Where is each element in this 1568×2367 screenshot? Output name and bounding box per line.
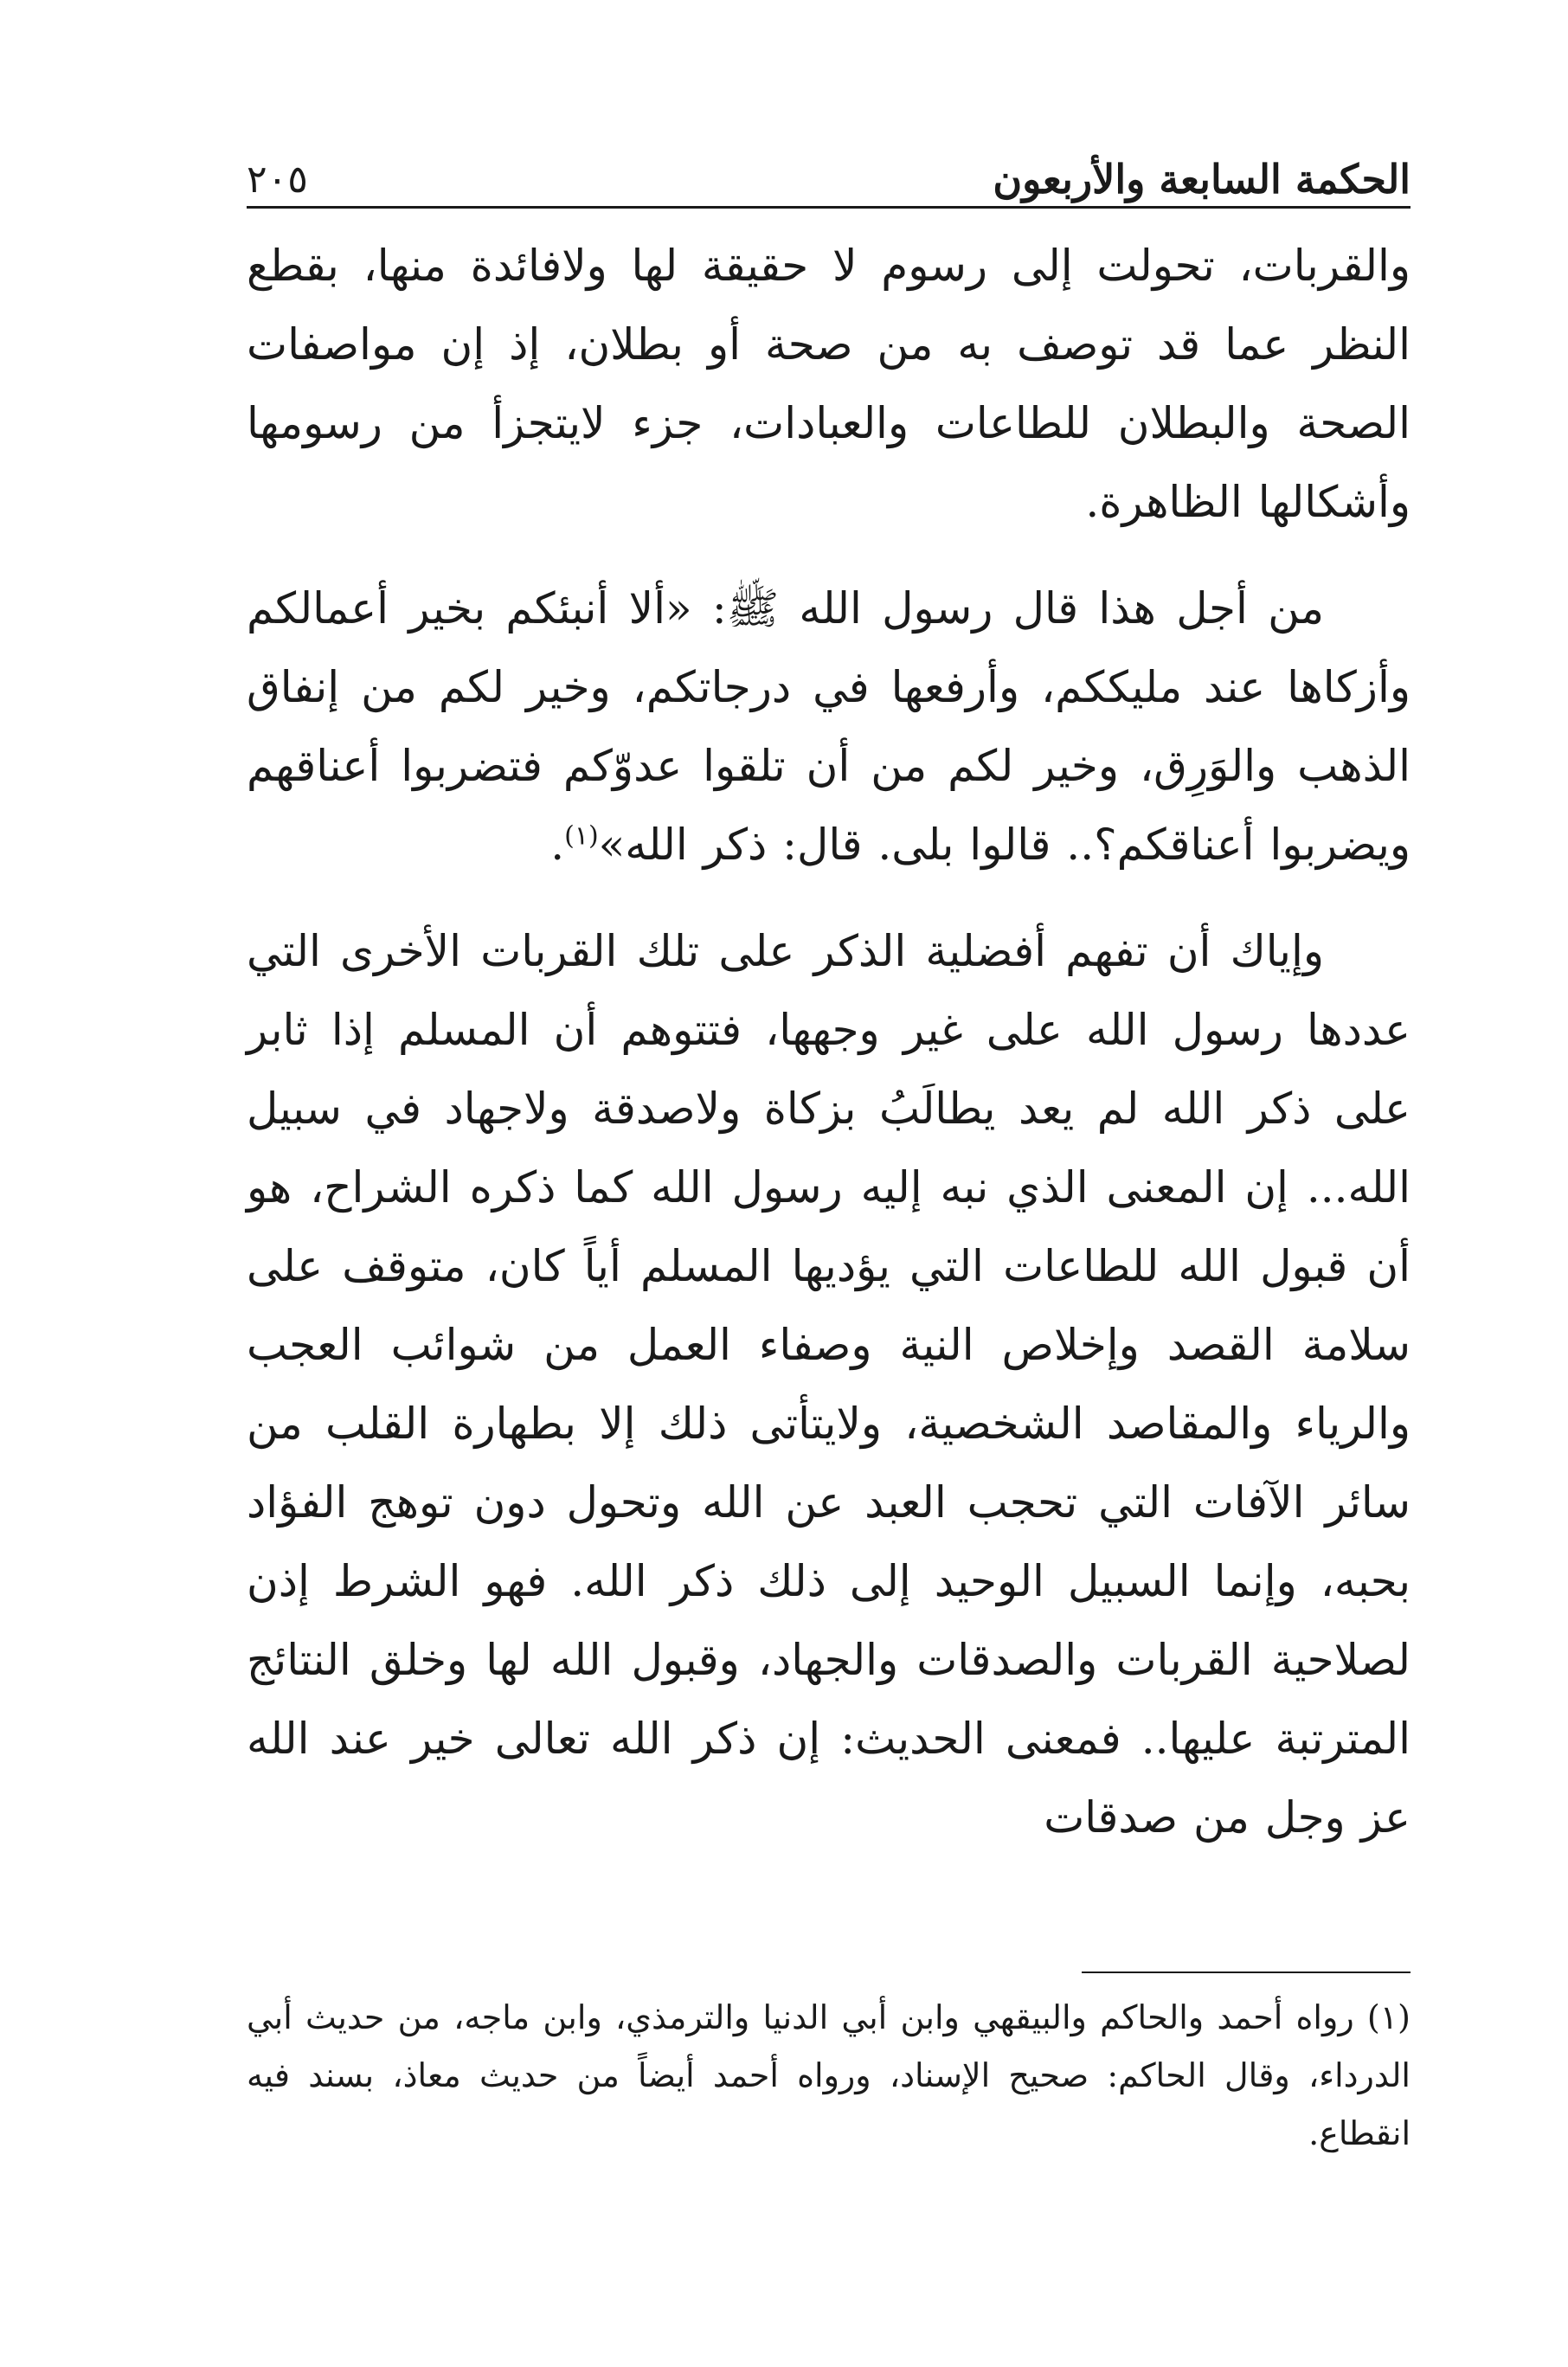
- paragraph-1-text: والقربات، تحولت إلى رسوم لا حقيقة لها ولافائدة منها، بقطع النظر عما قد توصف به من صحة أو بطلان، إذ إن مواصفات الصحة والبطلان للطاعات والعبادات، جزء لايتجزأ من رسومها وأشكالها الظاهرة.: [247, 241, 1411, 527]
- running-title: الحكمة السابعة والأربعون: [993, 156, 1411, 203]
- page-header: [247, 130, 1411, 203]
- footnote-reference: (١): [564, 820, 599, 852]
- body-text: [247, 227, 1411, 1857]
- footnote-rule: [1082, 1971, 1411, 1973]
- paragraph-2-text: من أجل هذا قال رسول الله ﷺ: «ألا أنبئكم بخير أعمالكم وأزكاها عند مليككم، وأرفعها في درجاتكم، وخير لكم من إنفاق الذهب والوَرِق، وخير لكم من أن تلقوا عدوّكم فتضربوا أعناقهم ويضربوا أعناقكم؟.. قالوا بلى. قال: ذكر الله»: [247, 583, 1411, 870]
- page-number: ٢٠٥: [247, 158, 308, 202]
- paragraph-3-text: وإياك أن تفهم أفضلية الذكر على تلك القربات الأخرى التي عددها رسول الله على غير وجهها، فتتوهم أن المسلم إذا ثابر على ذكر الله لم يعد يطالَبُ بزكاة ولاصدقة ولاجهاد في سبيل الله... إن المعنى الذي نبه إليه رسول الله كما ذكره الشراح، هو أن قبول الله للطاعات التي يؤديها المسلم أياً كان، متوقف على سلامة القصد وإخلاص النية وصفاء العمل من شوائب العجب والرياء والمقاصد الشخصية، ولايتأتى ذلك إلا بطهارة القلب من سائر الآفات التي تحجب العبد عن الله وتحول دون توهج الفؤاد بحبه، وإنما السبيل الوحيد إلى ذلك ذكر الله. فهو الشرط إذن لصلاحية القربات والصدقات والجهاد، وقبول الله لها وخلق النتائج المترتبة عليها.. فمعنى الحديث: إن ذكر الله تعالى خير عند الله عز وجل من صدقات: [247, 926, 1411, 1843]
- paragraph-1: [247, 227, 1411, 542]
- footnote-1: (١) رواه أحمد والحاكم والبيقهي وابن أبي الدنيا والترمذي، وابن ماجه، من حديث أبي الدرداء، وقال الحاكم: صحيح الإسناد، ورواه أحمد أيضاً من حديث معاذ، بسند فيه انقطاع.: [247, 1998, 1411, 2152]
- header-rule: [247, 206, 1411, 209]
- paragraph-3: [247, 912, 1411, 1857]
- paragraph-2: [247, 569, 1411, 884]
- paragraph-2-tail: .: [550, 820, 565, 870]
- footnotes: [247, 1989, 1411, 2163]
